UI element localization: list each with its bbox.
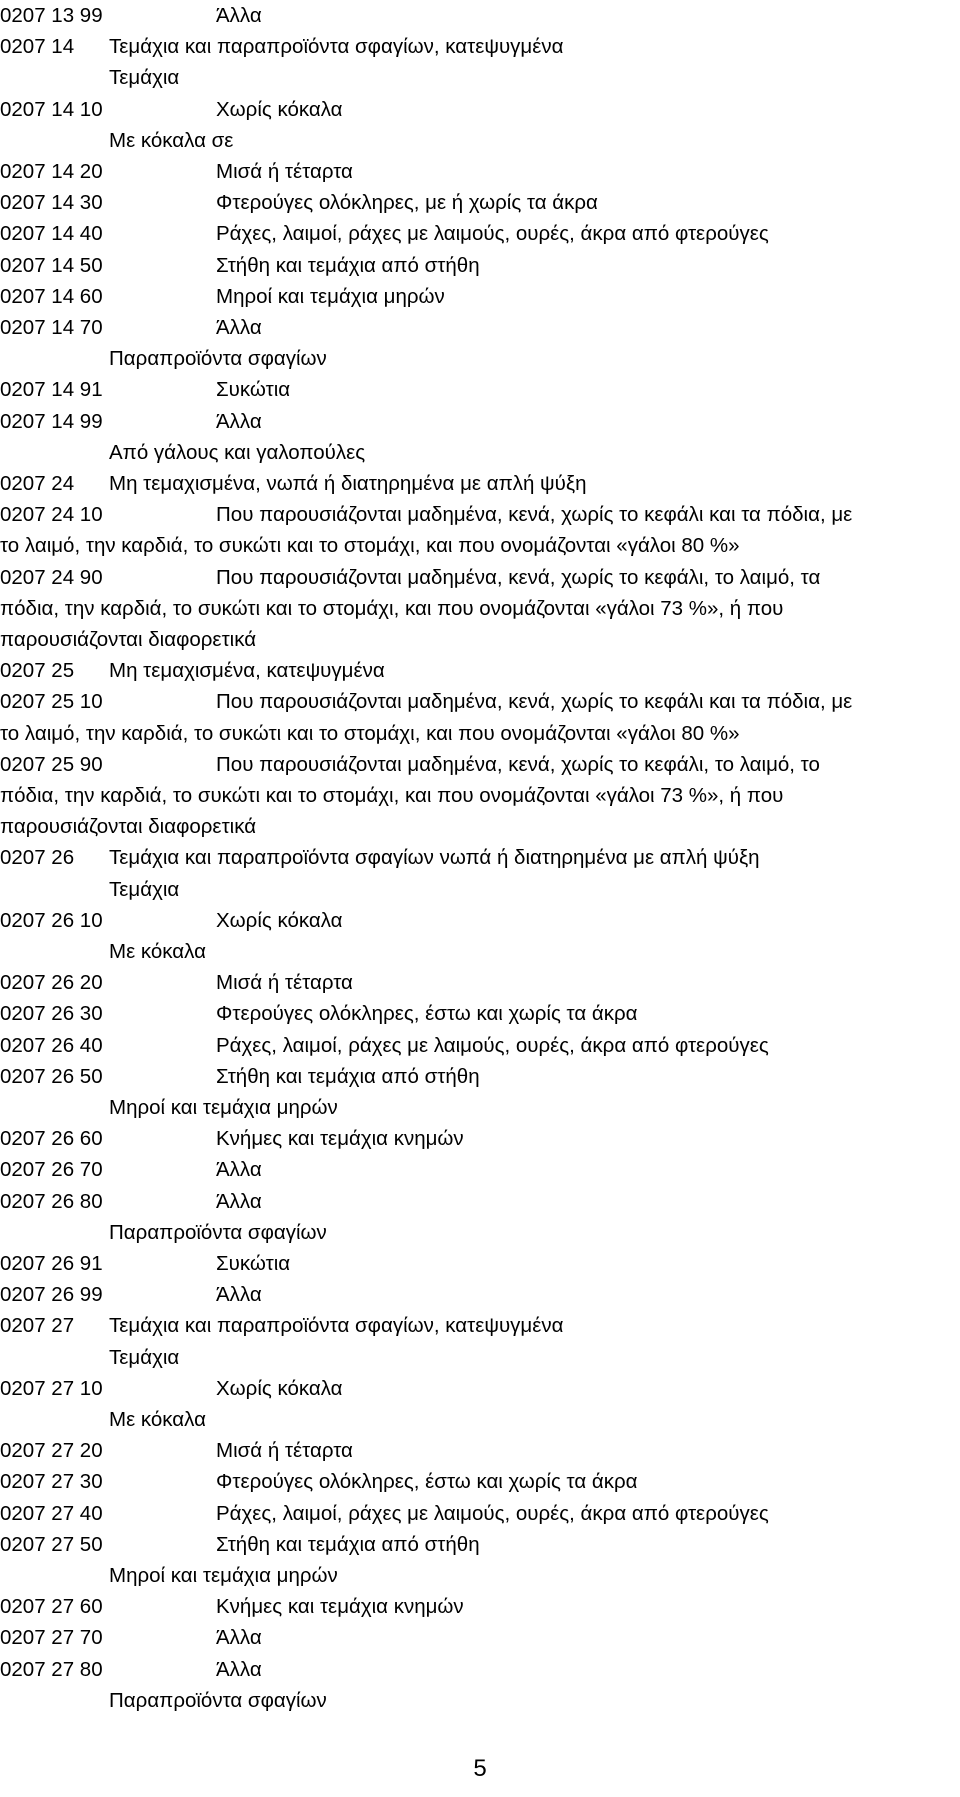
- tariff-code: 0207 24 90: [0, 565, 103, 589]
- tariff-code: 0207 14: [0, 35, 75, 59]
- tariff-row: [0, 1248, 955, 1279]
- tariff-code: 0207 26 70: [0, 1158, 103, 1182]
- tariff-description: Που παρουσιάζονται μαδημένα, κενά, χωρίς το κεφάλι και τα πόδια, με: [216, 690, 853, 714]
- tariff-description: Συκώτια: [216, 378, 291, 402]
- tariff-row: [0, 281, 955, 312]
- tariff-description: Χωρίς κόκαλα: [216, 908, 343, 932]
- tariff-code: 0207 24: [0, 472, 75, 495]
- tariff-code: 0207 27 20: [0, 1439, 103, 1463]
- tariff-description: Παραπροϊόντα σφαγίων: [109, 347, 327, 371]
- tariff-code: 0207 14 60: [0, 284, 103, 308]
- tariff-code: 0207 27 40: [0, 1501, 103, 1525]
- tariff-row: [0, 125, 955, 156]
- tariff-description: Κνήμες και τεμάχια κνημών: [216, 1127, 464, 1151]
- tariff-row: [0, 1498, 955, 1529]
- tariff-row: [0, 343, 955, 374]
- tariff-description: Τεμάχια: [109, 1345, 180, 1369]
- tariff-description: Μηροί και τεμάχια μηρών: [109, 1096, 338, 1119]
- tariff-description: Μισά ή τέταρτα: [216, 971, 353, 995]
- tariff-row: [0, 312, 955, 343]
- tariff-description: Μισά ή τέταρτα: [216, 1439, 353, 1463]
- tariff-code: 0207 24 10: [0, 503, 103, 527]
- tariff-row: [0, 1404, 955, 1435]
- tariff-description: Χωρίς κόκαλα: [216, 1376, 343, 1400]
- page-number: 5: [473, 1755, 487, 1782]
- tariff-description: Στήθη και τεμάχια από στήθη: [216, 253, 480, 277]
- tariff-row: [0, 1217, 955, 1248]
- tariff-row: [0, 1310, 955, 1341]
- tariff-description: Στήθη και τεμάχια από στήθη: [216, 1532, 480, 1556]
- tariff-row: [0, 1154, 955, 1185]
- tariff-code: 0207 26 40: [0, 1033, 103, 1057]
- tariff-row: [0, 1654, 955, 1685]
- tariff-description: Άλλα: [216, 1189, 262, 1213]
- tariff-code: 0207 14 50: [0, 253, 103, 277]
- tariff-code: 0207 14 30: [0, 191, 103, 215]
- tariff-code: 0207 26 50: [0, 1064, 103, 1088]
- tariff-row: [0, 1279, 955, 1310]
- tariff-description: Από γάλους και γαλοπούλες: [109, 440, 366, 464]
- tariff-description: Άλλα: [216, 4, 262, 27]
- tariff-description: Παραπροϊόντα σφαγίων: [109, 1220, 327, 1244]
- tariff-code: 0207 26 20: [0, 971, 103, 995]
- tariff-row: [0, 0, 955, 31]
- tariff-row: [0, 874, 955, 905]
- tariff-code: 0207 14 40: [0, 222, 103, 246]
- tariff-code: 0207 27 30: [0, 1470, 103, 1494]
- tariff-code: 0207 26 30: [0, 1002, 103, 1026]
- tariff-row: [0, 967, 955, 998]
- tariff-description: Τεμάχια: [109, 66, 180, 90]
- tariff-description: Φτερούγες ολόκληρες, με ή χωρίς τα άκρα: [216, 191, 598, 215]
- tariff-row: [0, 842, 955, 873]
- continuation-line: παρουσιάζονται διαφορετικά: [0, 628, 257, 651]
- tariff-row: [0, 1342, 955, 1373]
- tariff-code: 0207 14 91: [0, 378, 103, 402]
- tariff-description: Μη τεμαχισμένα, νωπά ή διατηρημένα με απλή ψύξη: [109, 472, 587, 495]
- tariff-description: Συκώτια: [216, 1252, 291, 1275]
- tariff-row: [0, 62, 955, 93]
- tariff-row: [0, 1092, 955, 1123]
- tariff-row: [0, 250, 955, 281]
- continuation-line: το λαιμό, την καρδιά, το συκώτι και το στομάχι, και που ονομάζονται «γάλοι 80 %»: [0, 721, 740, 745]
- tariff-code: 0207 27: [0, 1314, 75, 1338]
- tariff-row: [0, 1030, 955, 1061]
- tariff-description: Κνήμες και τεμάχια κνημών: [216, 1595, 464, 1619]
- tariff-code: 0207 26: [0, 846, 75, 870]
- tariff-row: [0, 1123, 955, 1154]
- tariff-description: Μη τεμαχισμένα, κατεψυγμένα: [109, 659, 385, 683]
- tariff-description: Τεμάχια και παραπροϊόντα σφαγίων, κατεψυγμένα: [109, 1314, 564, 1338]
- tariff-row: [0, 499, 955, 530]
- tariff-code: 0207 26 99: [0, 1283, 103, 1307]
- tariff-code: 0207 26 10: [0, 908, 103, 932]
- tariff-code: 0207 14 99: [0, 409, 103, 433]
- tariff-description: Με κόκαλα: [109, 1408, 206, 1431]
- tariff-description: Παραπροϊόντα σφαγίων: [109, 1688, 327, 1712]
- tariff-row: [0, 936, 955, 967]
- tariff-code: 0207 13 99: [0, 4, 103, 27]
- continuation-line: πόδια, την καρδιά, το συκώτι και το στομάχι, και που ονομάζονται «γάλοι 73 %», ή που: [0, 784, 784, 807]
- tariff-row: [0, 406, 955, 437]
- tariff-row: [0, 749, 955, 780]
- tariff-description: Που παρουσιάζονται μαδημένα, κενά, χωρίς το κεφάλι και τα πόδια, με: [216, 503, 853, 527]
- tariff-description: Μισά ή τέταρτα: [216, 160, 353, 183]
- tariff-description: Ράχες, λαιμοί, ράχες με λαιμούς, ουρές, άκρα από φτερούγες: [216, 1033, 769, 1057]
- tariff-description: Με κόκαλα σε: [109, 128, 234, 152]
- tariff-code: 0207 26 80: [0, 1189, 103, 1213]
- tariff-row: [0, 655, 955, 686]
- tariff-row: [0, 1466, 955, 1497]
- tariff-description: Άλλα: [216, 409, 262, 433]
- tariff-description: Φτερούγες ολόκληρες, έστω και χωρίς τα άκρα: [216, 1470, 638, 1494]
- tariff-code: 0207 14 20: [0, 160, 103, 183]
- tariff-code: 0207 25 90: [0, 752, 103, 776]
- tariff-code: 0207 27 60: [0, 1595, 103, 1619]
- tariff-row: [0, 998, 955, 1029]
- tariff-description: Τεμάχια και παραπροϊόντα σφαγίων, κατεψυγμένα: [109, 35, 564, 59]
- tariff-code: 0207 14 70: [0, 316, 103, 339]
- tariff-code: 0207 27 50: [0, 1532, 103, 1556]
- tariff-row: [0, 1373, 955, 1404]
- tariff-row: [0, 218, 955, 249]
- tariff-description: Άλλα: [216, 1626, 262, 1650]
- tariff-description: Φτερούγες ολόκληρες, έστω και χωρίς τα άκρα: [216, 1002, 638, 1026]
- tariff-description: Ράχες, λαιμοί, ράχες με λαιμούς, ουρές, άκρα από φτερούγες: [216, 222, 769, 246]
- tariff-description: Που παρουσιάζονται μαδημένα, κενά, χωρίς το κεφάλι, το λαιμό, τα: [216, 565, 821, 589]
- continuation-line: πόδια, την καρδιά, το συκώτι και το στομάχι, και που ονομάζονται «γάλοι 73 %», ή που: [0, 596, 784, 620]
- tariff-row: [0, 94, 955, 125]
- tariff-description: Στήθη και τεμάχια από στήθη: [216, 1064, 480, 1088]
- tariff-row: [0, 1591, 955, 1622]
- tariff-code: 0207 27 70: [0, 1626, 103, 1650]
- tariff-description: Άλλα: [216, 316, 262, 339]
- tariff-row: [0, 1685, 955, 1716]
- tariff-description: Μηροί και τεμάχια μηρών: [216, 284, 445, 308]
- tariff-row: [0, 1061, 955, 1092]
- tariff-row: [0, 1560, 955, 1591]
- tariff-code: 0207 14 10: [0, 97, 103, 121]
- tariff-row: [0, 374, 955, 405]
- tariff-code: 0207 27 80: [0, 1657, 103, 1681]
- tariff-code: 0207 27 10: [0, 1376, 103, 1400]
- continuation-line: παρουσιάζονται διαφορετικά: [0, 815, 257, 839]
- tariff-row: [0, 156, 955, 187]
- tariff-description: Άλλα: [216, 1657, 262, 1681]
- tariff-row: [0, 1435, 955, 1466]
- tariff-description: Τεμάχια: [109, 877, 180, 901]
- tariff-code: 0207 25: [0, 659, 75, 683]
- tariff-description: Τεμάχια και παραπροϊόντα σφαγίων νωπά ή διατηρημένα με απλή ψύξη: [109, 846, 760, 870]
- tariff-row: [0, 905, 955, 936]
- tariff-row: [0, 1529, 955, 1560]
- tariff-row: [0, 468, 955, 499]
- tariff-description: Μηροί και τεμάχια μηρών: [109, 1564, 338, 1587]
- tariff-row: [0, 187, 955, 218]
- tariff-description: Άλλα: [216, 1158, 262, 1182]
- tariff-row: [0, 686, 955, 717]
- tariff-row: [0, 562, 955, 593]
- tariff-row: [0, 1186, 955, 1217]
- tariff-code: 0207 26 91: [0, 1252, 103, 1275]
- tariff-description: Άλλα: [216, 1283, 262, 1307]
- tariff-row: [0, 1622, 955, 1653]
- tariff-row: [0, 31, 955, 62]
- tariff-description: Με κόκαλα: [109, 940, 206, 963]
- tariff-description: Ράχες, λαιμοί, ράχες με λαιμούς, ουρές, άκρα από φτερούγες: [216, 1501, 769, 1525]
- tariff-description: Που παρουσιάζονται μαδημένα, κενά, χωρίς το κεφάλι, το λαιμό, το: [216, 752, 820, 776]
- tariff-description: Χωρίς κόκαλα: [216, 97, 343, 121]
- continuation-line: το λαιμό, την καρδιά, το συκώτι και το στομάχι, και που ονομάζονται «γάλοι 80 %»: [0, 534, 740, 558]
- tariff-code: 0207 25 10: [0, 690, 103, 714]
- tariff-code: 0207 26 60: [0, 1127, 103, 1151]
- tariff-row: [0, 437, 955, 468]
